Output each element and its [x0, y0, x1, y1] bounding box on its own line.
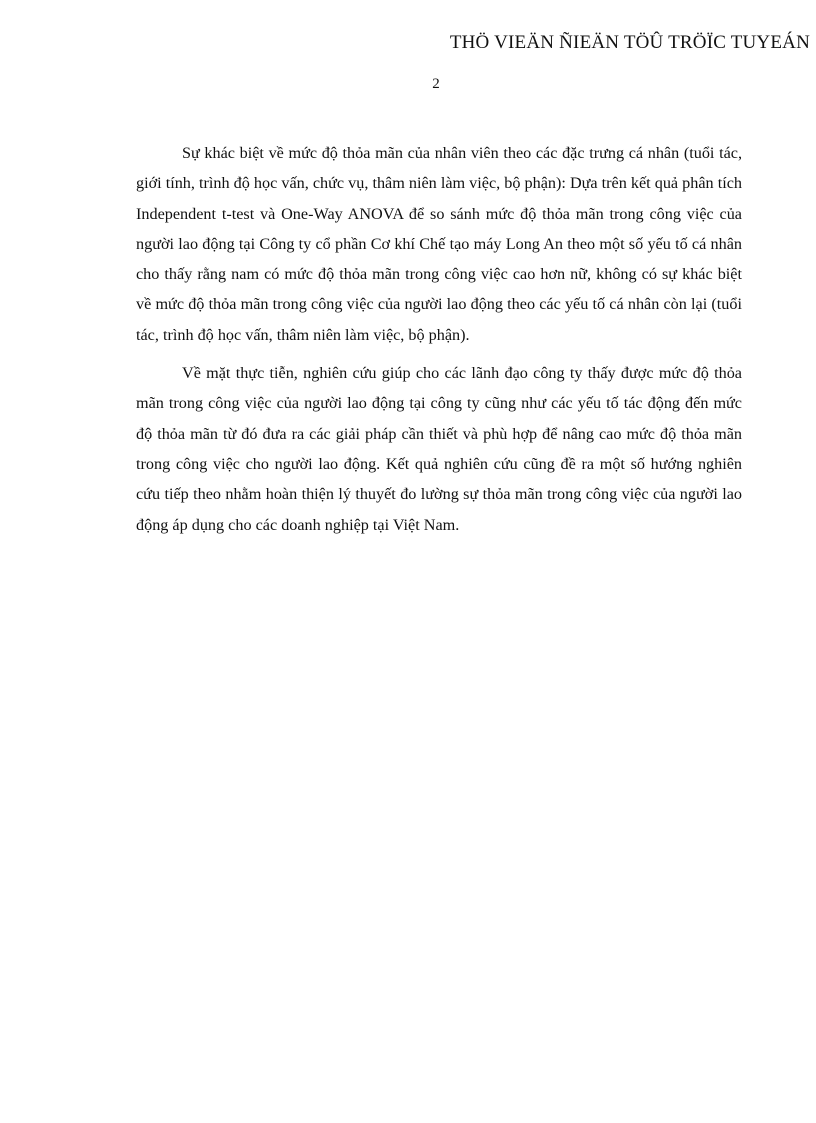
body-text [136, 138, 742, 548]
paragraph-2: Về mặt thực tiễn, nghiên cứu giúp cho các lãnh đạo công ty thấy được mức độ thỏa mãn trong công việc của người lao động tại công ty cũng như các yếu tố tác động đến mức độ thỏa mãn từ đó đưa ra các giải pháp cần thiết và phù hợp để nâng cao mức độ thỏa mãn trong công việc cho người lao động. Kết quả nghiên cứu cũng đề ra một số hướng nghiên cứu tiếp theo nhằm hoàn thiện lý thuyết đo lường sự thỏa mãn trong công việc của người lao động áp dụng cho các doanh nghiệp tại Việt Nam. [136, 364, 742, 534]
paragraph-1: Sự khác biệt về mức độ thỏa mãn của nhân viên theo các đặc trưng cá nhân (tuổi tác, giới tính, trình độ học vấn, chức vụ, thâm niên làm việc, bộ phận): Dựa trên kết quả phân tích Independent t-test và One-Way ANOVA để so sánh mức độ thỏa mãn trong công việc của người lao động tại Công ty cổ phần Cơ khí Chế tạo máy Long An theo một số yếu tố cá nhân cho thấy rằng nam có mức độ thỏa mãn trong công việc cao hơn nữ, không có sự khác biệt về mức độ thỏa mãn trong công việc của người lao động theo các yếu tố cá nhân còn lại (tuổi tác, trình độ học vấn, thâm niên làm việc, bộ phận). [136, 144, 742, 344]
header-watermark-text: THÖ VIEÄN ÑIEÄN TÖÛ TRÖÏC TUYEÁN [449, 32, 810, 53]
page-number: 2 [432, 76, 440, 92]
